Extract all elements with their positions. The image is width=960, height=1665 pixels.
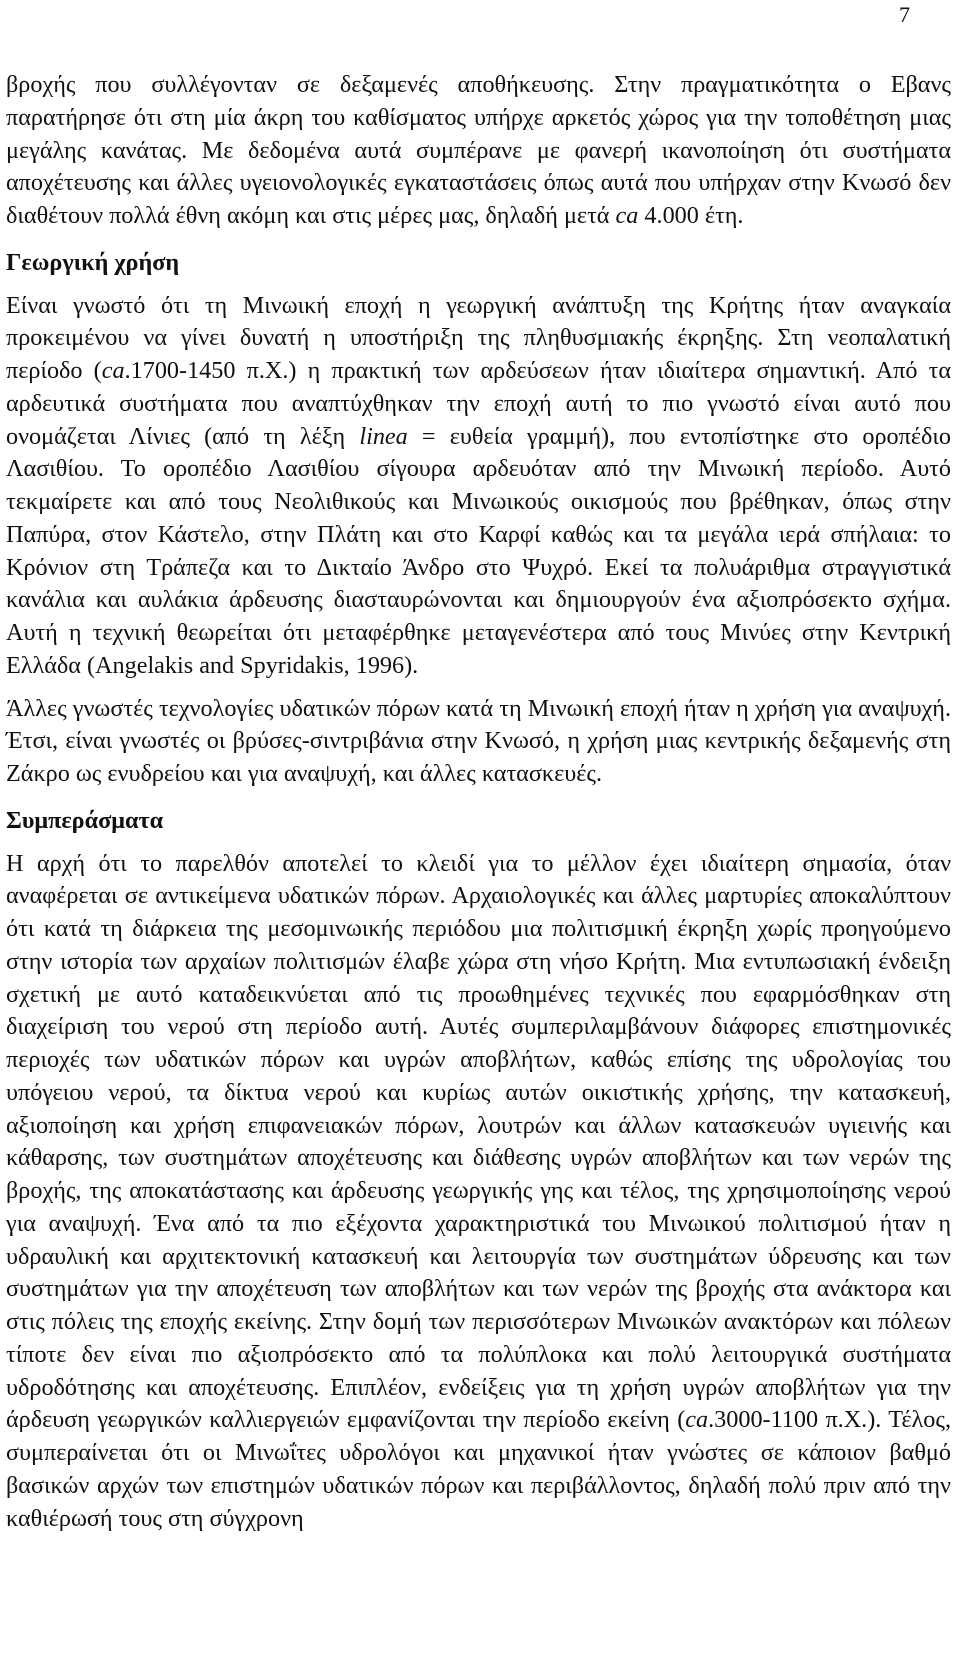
text-run: = ευθεία γραμμή), που εντοπίστηκε στο οροπέδιο Λασιθίου. Το οροπέδιο Λασιθίου σίγουρα αρδευόταν από την Μινωική περίοδο. Αυτό τεκμαίρετε και από τους Νεολιθικούς και Μινωικούς οικισμούς που βρέθηκαν, όπως στην Παπύρα, στον Κάστελο, στην Πλάτη και στο Καρφί καθώς και τα μεγάλα ιερά σπήλαια: το Κρόνιον στη Τράπεζα και το Δικταίο Άνδρο στο Ψυχρό. Εκεί τα πολυάριθμα στραγγιστικά κανάλια και αυλάκια άρδευσης διασταυρώνονται και δημιουργούν ένα αξιοπρόσεκτο σχήμα. Αυτή η τεχνική θεωρείται ότι μεταφέρθηκε μεταγενέστερα από τους Μινύες στην Κεντρική Ελλάδα (Angelakis and Spyridakis, 1996). — [6, 422, 951, 679]
italic-text-run: ca — [615, 202, 639, 229]
text-run: .1700-1450 π.Χ.) η πρακτική των αρδεύσεων ήταν ιδιαίτερα σημαντική. Από τα αρδευτικά συστήματα που αναπτύχθηκαν την εποχή αυτή το πιο γνωστό είναι αυτό που ονομάζεται Λίνιες (από τη λέξη — [6, 357, 951, 450]
page-number: 7 — [899, 2, 910, 27]
text-run: Είναι γνωστό ότι τη Μινωική εποχή η γεωργική ανάπτυξη της Κρήτης ήταν αναγκαία προκειμένου να γίνει δυνατή η υποστήριξη της πληθυσμιακής έκρηξης. Στη νεοπαλατική περίοδο ( — [6, 291, 951, 384]
paragraph-intro — [6, 69, 951, 233]
document-body — [6, 69, 951, 1535]
italic-text-run: ca — [685, 1406, 709, 1434]
text-run: Άλλες γνωστές τεχνολογίες υδατικών πόρων κατά τη Μινωική εποχή ήταν η χρήση για αναψυχή. Έτσι, είναι γνωστές οι βρύσες-σιντριβάνια στην Κνωσό, η χρήση μιας κεντρικής δεξαμενής στη Ζάκρο ως ενυδρείου και για αναψυχή, και άλλες κατασκευές. — [6, 694, 951, 787]
paragraph-conclusions — [6, 848, 951, 1536]
text-run: βροχής που συλλέγονταν σε δεξαμενές αποθήκευσης. Στην πραγματικότητα ο Εβανς παρατήρησε ότι στη μία άκρη του καθίσματος υπήρχε αρκετός χώρος για την τοποθέτηση μιας μεγάλης κανάτας. Με δεδομένα αυτά συμπέρανε με φανερή ικανοποίηση ότι συστήματα αποχέτευσης και άλλες υγειονολογικές εγκαταστάσεις όπως αυτά που υπήρχαν στην Κνωσό δεν διαθέτουν πολλά έθνη ακόμη και στις μέρες μας, δηλαδή μετά — [6, 71, 951, 229]
paragraph-agriculture — [6, 290, 951, 683]
section-heading-conclusions: Συμπεράσματα — [6, 806, 164, 834]
text-run: Η αρχή ότι το παρελθόν αποτελεί το κλειδί για το μέλλον έχει ιδιαίτερη σημασία, όταν αναφέρεται σε αντικείμενα υδατικών πόρων. Αρχαιολογικές και άλλες μαρτυρίες αποκαλύπτουν ότι κατά τη διάρκεια της μεσομινωικής περιόδου μια πολιτισμική έκρηξη χωρίς προηγούμενο στην ιστορία των αρχαίων πολιτισμών έλαβε χώρα στη νήσο Κρήτη. Μια εντυπωσιακή ένδειξη σχετική με αυτό καταδεικνύεται από τις προωθημένες τεχνικές που εφαρμόσθηκαν στη διαχείριση του νερού στη περίοδο αυτή. Αυτές συμπεριλαμβάνουν διάφορες επιστημονικές περιοχές των υδατικών πόρων και υγρών αποβλήτων, καθώς επίσης της υδρολογίας του υπόγειου νερού, τα δίκτυα νερού και κυρίως αυτών οικιστικής χρήσης, την κατασκευή, αξιοποίηση και χρήση επιφανειακών πόρων, λουτρών και άλλων κατασκευών υγιεινής και κάθαρσης, των συστημάτων αποχέτευσης και διάθεσης υγρών αποβλήτων και των νερών της βροχής, της αποκατάστασης και άρδευσης γεωργικής γης και τέλος, της χρησιμοποίησης νερού για αναψυχή. Ένα από τα πιο εξέχοντα χαρακτηριστικά του Μινωικού πολιτισμού ήταν η υδραυλική και αρχιτεκτονική κατασκευή και λειτουργία των συστημάτων ύδρευσης και των συστημάτων για την αποχέτευση των αποβλήτων και των νερών της βροχής στα ανάκτορα και στις πόλεις της εποχής εκείνης. Στην δομή των περισσότερων Μινωικών ανακτόρων και πόλεων τίποτε δεν είναι πιο αξιοπρόσεκτο από τα πολύπλοκα και πολύ λειτουργικά συστήματα υδροδότησης και αποχέτευσης. Επιπλέον, ενδείξεις για τη χρήση υγρών αποβλήτων για την άρδευση γεωργικών καλλιεργειών εμφανίζονται την περίοδο εκείνη ( — [6, 849, 951, 1434]
section-heading-agriculture: Γεωργική χρήση — [6, 248, 180, 276]
italic-text-run: linea — [359, 422, 408, 450]
italic-text-run: ca — [101, 357, 125, 384]
text-run: 4.000 έτη. — [638, 202, 744, 229]
text-run: .3000-1100 π.Χ.). Τέλος, συμπεραίνεται ότι οι Μινωΐτες υδρολόγοι και μηχανικοί ήταν γνώστες σε κάποιον βαθμό βασικών αρχών των επιστημών υδατικών πόρων και περιβάλλοντος, δηλαδή πολύ πριν από την καθιέρωσή τους στη σύγχρονη — [6, 1406, 952, 1532]
paragraph-recreation — [6, 693, 951, 791]
